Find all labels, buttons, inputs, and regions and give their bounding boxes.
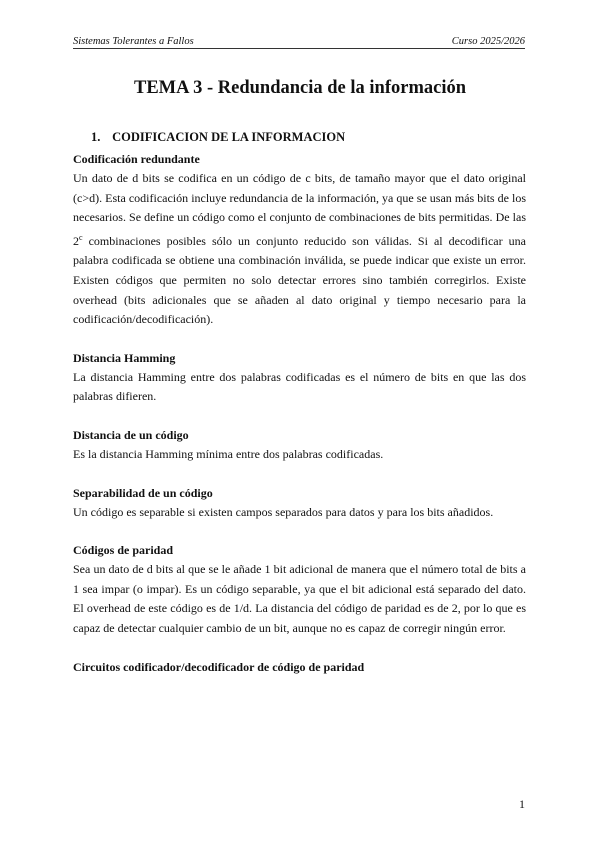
block-heading: Codificación redundante	[73, 152, 200, 166]
block-heading: Distancia de un código	[73, 427, 189, 442]
block-heading: Códigos de paridad	[73, 543, 174, 558]
block-paragraph: La distancia Hamming entre dos palabras codificadas es el número de bits en que las dos palabras difieren.	[73, 369, 526, 404]
block-heading: Separabilidad de un código	[73, 485, 213, 500]
block-paragraph: Sea un dato de d bits al que se le añade 1 bit adicional de manera que el número total de bits a 1 sea impar (o impar). Es un código separable, ya que el bit adicional está separado del dato. El overhead de este código es de 1/d. La distancia del código de paridad es de 2, por lo que es capaz de detectar cualquier cambio de un bit, aunque no es capaz de corregir ningún error.	[73, 562, 526, 635]
document-title: TEMA 3 - Redundancia de la información	[134, 78, 466, 98]
block-separabilidad	[73, 484, 526, 523]
block-circuitos	[73, 658, 526, 677]
section-heading	[91, 130, 345, 145]
header-subject: Sistemas Tolerantes a Fallos	[73, 36, 194, 47]
block-paragraph: Un dato de d bits se codifica en un código de c bits, de tamaño mayor que el dato original (c>d). Esta codificación incluye redundancia de la información, ya que se usan más bits de los necesarios. Se define un código como el conjunto de combinaciones de bits permitidas. De las 2$^c$ combinaciones posibles sólo un conjunto reducido son válidas. Si al decodificar una palabra codificada se obtiene una combinación inválida, se puede indicar que existe un error. Existen códigos que permiten no solo detectar errores sino también corregirlos. Existe overhead (bits adicionales que se añaden al dato original y tiempo necesario para la codificación/decodificación).	[73, 171, 526, 327]
block-codigos-paridad	[73, 541, 526, 638]
document-body	[73, 150, 526, 696]
block-distancia-hamming	[73, 349, 526, 407]
block-heading: Circuitos codificador/decodificador de código de paridad	[73, 659, 365, 674]
page-header	[73, 36, 525, 49]
page-number: 1	[519, 797, 525, 811]
section-number: 1.	[91, 130, 101, 144]
block-distancia-codigo	[73, 426, 526, 465]
block-paragraph: Es la distancia Hamming mínima entre dos palabras codificadas.	[73, 446, 384, 461]
block-codificacion-redundante	[73, 150, 526, 330]
block-paragraph: Un código es separable si existen campos separados para datos y para los bits añadidos.	[73, 504, 494, 519]
section-label: CODIFICACION DE LA INFORMACION	[112, 130, 346, 144]
block-heading: Distancia Hamming	[73, 350, 176, 365]
header-course: Curso 2025/2026	[451, 36, 525, 47]
